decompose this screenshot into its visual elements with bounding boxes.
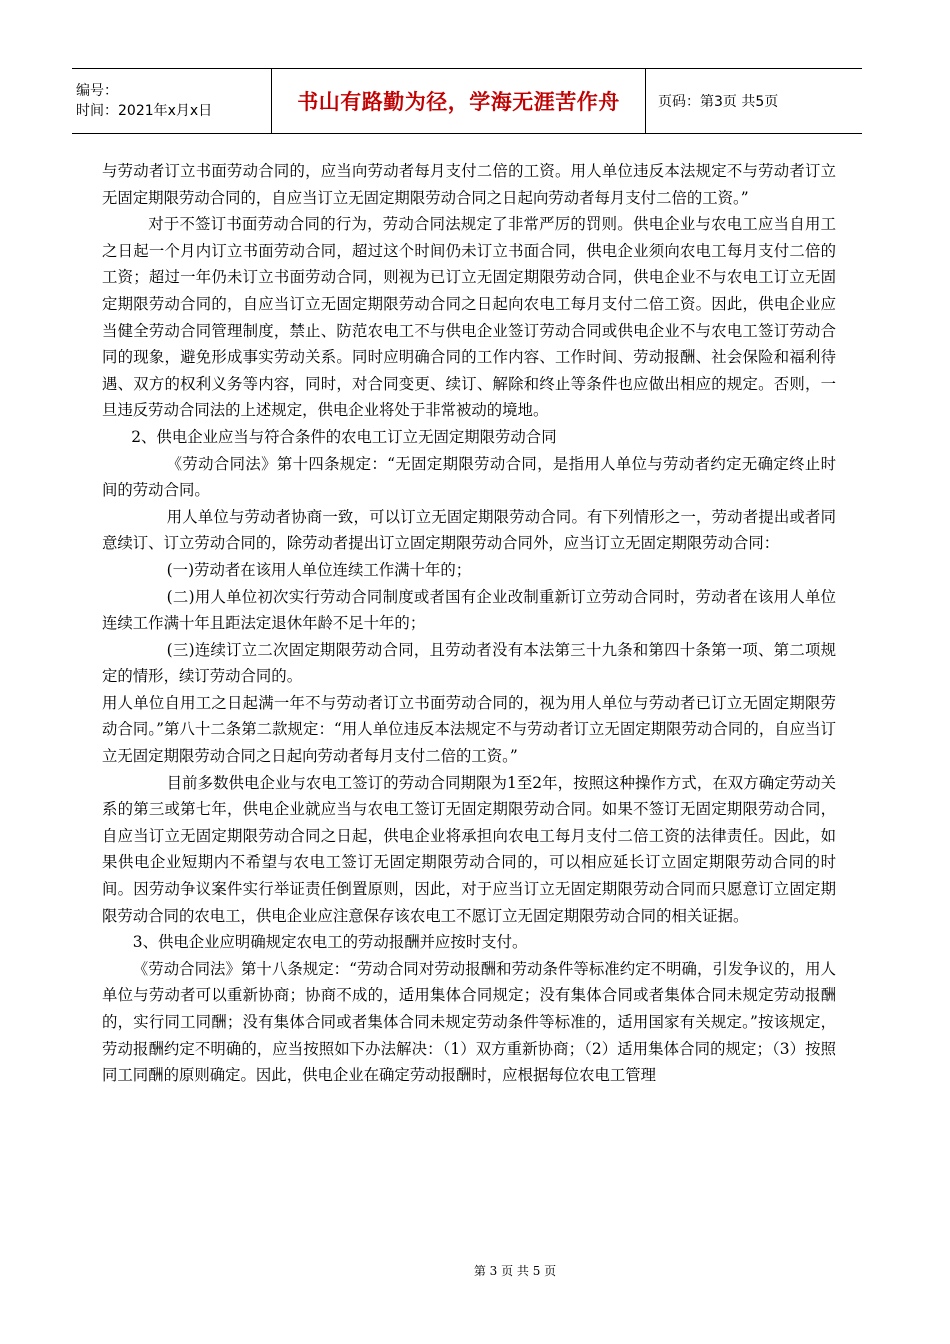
page-footer: 第 3 页 共 5 页 <box>473 1264 557 1278</box>
list-item: (二)用人单位初次实行劳动合同制度或者国有企业改制重新订立劳动合同时，劳动者在该用人单位连续工作满十年且距法定退休年龄不足十年的； <box>102 587 836 633</box>
paragraph: 目前多数供电企业与农电工签订的劳动合同期限为1至2年，按照这种操作方式，在双方确定劳动关系的第三或第七年，供电企业就应当与农电工签订无固定期限劳动合同。如果不签订无固定期限劳动合同，自应当订立无固定期限劳动合同之日起，供电企业将承担向农电工每月支付二倍工资的法律责任。因此，如果供电企业短期内不希望与农电工签订无固定期限劳动合同的，可以相应延长订立固定期限劳动合同的时间。因劳动争议案件实行举证责任倒置原则，因此，对于应当订立无固定期限劳动合同而只愿意订立固定期限劳动合同的农电工，供电企业应注意保存该农电工不愿订立无固定期限劳动合同的相关证据。 <box>102 773 836 925</box>
document-number-label: 编号： <box>76 83 118 99</box>
paragraph: 对于不签订书面劳动合同的行为，劳动合同法规定了非常严厉的罚则。供电企业与农电工应当自用工之日起一个月内订立书面劳动合同，超过这个时间仍未订立书面合同，供电企业须向农电工每月支付二倍的工资；超过一年仍未订立书面劳动合同，则视为已订立无固定期限劳动合同，供电企业不与农电工订立无固定期限劳动合同的，自应当订立无固定期限劳动合同之日起向农电工每月支付二倍工资。因此，供电企业应当健全劳动合同管理制度，禁止、防范农电工不与供电企业签订劳动合同或供电企业不与农电工签订劳动合同的现象，避免形成事实劳动关系。同时应明确合同的工作内容、工作时间、劳动报酬、社会保险和福利待遇、双方的权利义务等内容，同时，对合同变更、续订、解除和终止等条件也应做出相应的规定。否则，一旦违反劳动合同法的上述规定，供电企业将处于非常被动的境地。 <box>102 215 836 420</box>
document-body <box>102 158 836 1089</box>
header-meta <box>72 69 272 133</box>
paragraph: 与劳动者订立书面劳动合同的，应当向劳动者每月支付二倍的工资。用人单位违反本法规定不与劳动者订立无固定期限劳动合同的，自应当订立无固定期限劳动合同之日起向劳动者每月支付二倍的工资。” <box>102 162 836 207</box>
list-item: (三)连续订立二次固定期限劳动合同，且劳动者没有本法第三十九条和第四十条第一项、第二项规定的情形，续订劳动合同的。 <box>102 640 836 686</box>
header-page-number: 页码：第3页 共5页 <box>658 94 779 110</box>
document-time-label: 时间：2021年x月x日 <box>76 103 213 119</box>
paragraph: 《劳动合同法》第十四条规定：“无固定期限劳动合同，是指用人单位与劳动者约定无确定终止时间的劳动合同。 <box>102 454 836 500</box>
section-heading: 2、供电企业应当与符合条件的农电工订立无固定期限劳动合同 <box>131 427 557 446</box>
page-header <box>72 68 862 134</box>
paragraph: 用人单位与劳动者协商一致，可以订立无固定期限劳动合同。有下列情形之一，劳动者提出或者同意续订、订立劳动合同的，除劳动者提出订立固定期限劳动合同外，应当订立无固定期限劳动合同： <box>102 507 836 553</box>
header-motto-cell <box>272 69 646 133</box>
paragraph: 《劳动合同法》第十八条规定：“劳动合同对劳动报酬和劳动条件等标准约定不明确，引发争议的，用人单位与劳动者可以重新协商；协商不成的，适用集体合同规定；没有集体合同或者集体合同未规定劳动报酬的，实行同工同酬；没有集体合同或者集体合同未规定劳动条件等标准的，适用国家有关规定。”按该规定，劳动报酬约定不明确的，应当按照如下办法解决：（1）双方重新协商；（2）适用集体合同的规定；（3）按照同工同酬的原则确定。因此，供电企业在确定劳动报酬时，应根据每位农电工管理 <box>102 959 836 1085</box>
paragraph: 用人单位自用工之日起满一年不与劳动者订立书面劳动合同的，视为用人单位与劳动者已订立无固定期限劳动合同。”第八十二条第二款规定：“用人单位违反本法规定不与劳动者订立无固定期限劳动合同的，自应当订立无固定期限劳动合同之日起向劳动者每月支付二倍的工资。” <box>102 693 836 766</box>
header-page-cell <box>646 69 862 133</box>
header-motto: 书山有路勤为径，学海无涯苦作舟 <box>297 90 620 114</box>
list-item: (一)劳动者在该用人单位连续工作满十年的； <box>166 560 472 579</box>
section-heading: 3、供电企业应明确规定农电工的劳动报酬并应按时支付。 <box>132 933 528 952</box>
